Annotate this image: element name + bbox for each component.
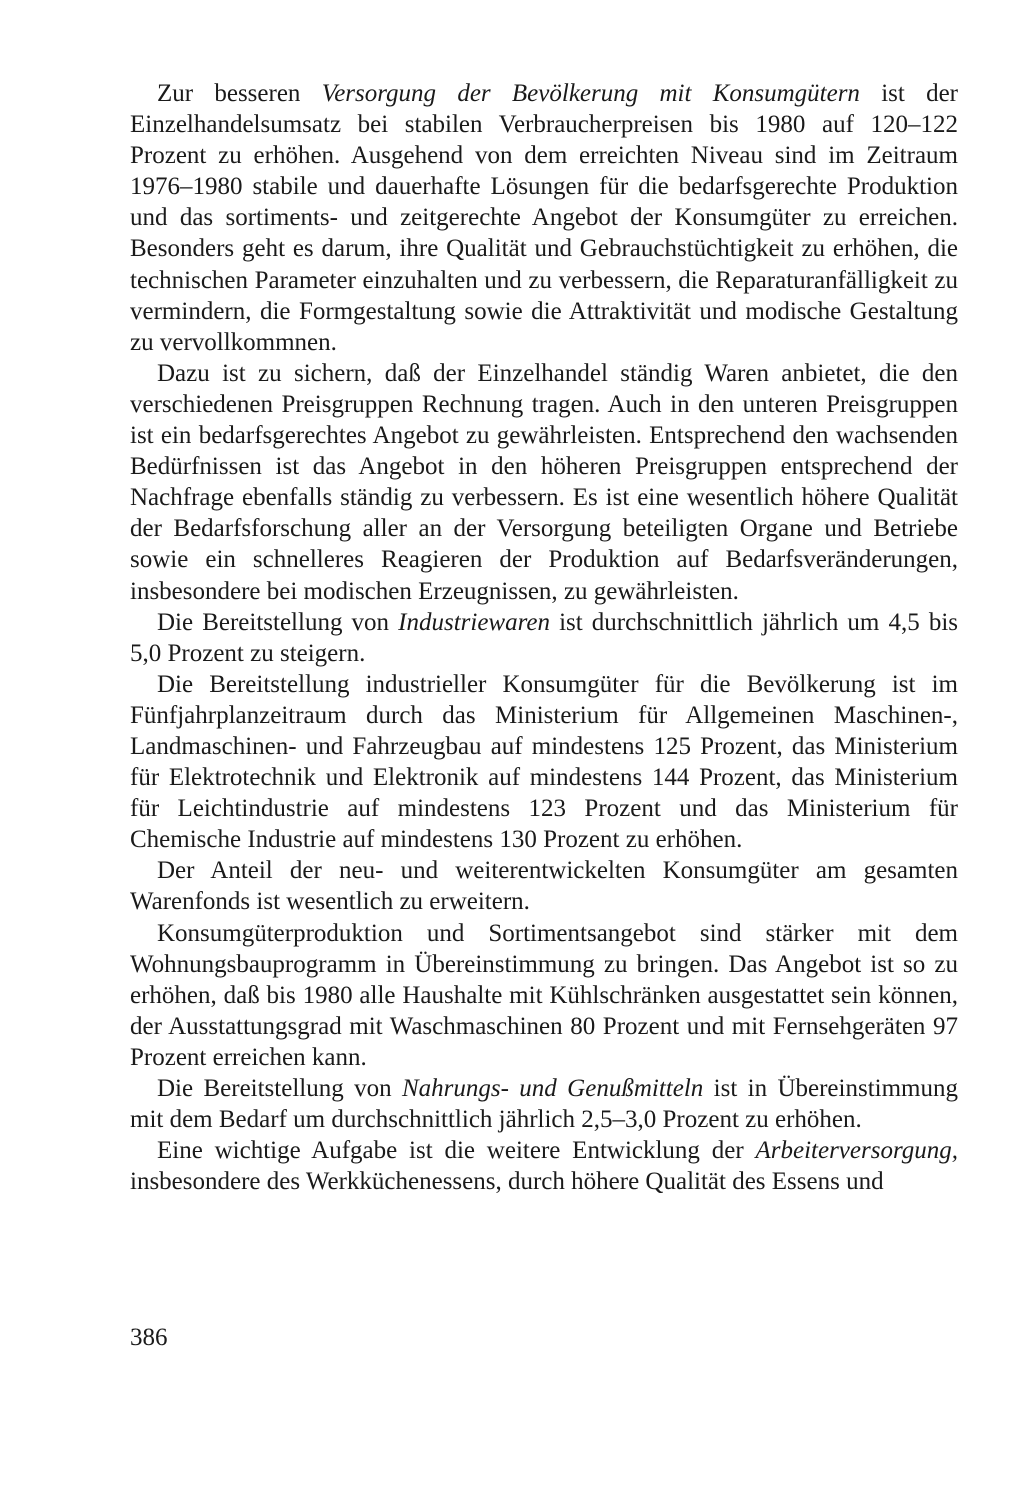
- text-run: Konsumgüterproduktion und Sortimentsangebot sind stärker mit dem Wohnungsbauprogramm in Übereinstimmung zu bringen. Das Angebot ist so zu erhöhen, daß bis 1980 alle Haushalte mit Kühlschränken ausgestattet sein können, der Ausstattungsgrad mit Waschmaschinen 80 Prozent und mit Fernsehgeräten 97 Prozent erreichen kann.: [130, 919, 958, 1071]
- paragraph-food-provision: [130, 1073, 958, 1135]
- emphasized-text: Versorgung der Bevölkerung mit Konsumgütern: [321, 80, 860, 107]
- text-run: Dazu ist zu sichern, daß der Einzelhandel ständig Waren anbietet, die den verschiedenen Preisgruppen Rechnung tragen. Auch in den unteren Preisgruppen ist ein bedarfsgerechtes Angebot zu gewährleisten. Entsprechend den wachsenden Bedürfnissen ist das Angebot in den höheren Preisgruppen entsprechend der Nachfrage ebenfalls ständig zu verbessern. Es ist eine wesentlich höhere Qualität der Bedarfsforschung aller an der Versorgung beteiligten Organe und Betriebe sowie ein schnelleres Reagieren der Produktion auf Bedarfsveränderungen, insbesondere bei modischen Erzeugnissen, zu gewährleisten.: [130, 359, 958, 605]
- text-run: Zur besseren: [157, 80, 322, 107]
- text-run: Die Bereitstellung von: [157, 1075, 402, 1102]
- text-run: ist durchschnittlich jährlich um 4,5 bis 5,0 Prozent zu steigern.: [130, 608, 958, 667]
- text-run: Eine wichtige Aufgabe ist die weitere Entwicklung der: [157, 1137, 756, 1165]
- text-run: ist in Übereinstimmung mit dem Bedarf um durchschnittlich jährlich 2,5–3,0 Prozent zu erhöhen.: [130, 1075, 958, 1134]
- emphasized-text: Arbeiterversorgung,: [755, 1137, 958, 1165]
- document-body: [130, 78, 958, 1197]
- paragraph-ministries: [130, 669, 958, 856]
- text-run: Die Bereitstellung von: [157, 608, 399, 636]
- paragraph-new-consumer-goods: [130, 855, 958, 917]
- emphasized-text: Industriewaren: [398, 608, 550, 636]
- paragraph-worker-supply: [130, 1135, 958, 1197]
- paragraph-retail-price-groups: [130, 358, 958, 607]
- paragraph-industrial-goods: [130, 607, 958, 669]
- page-number: 386: [130, 1324, 168, 1351]
- text-run: insbesondere des Werkküchenessens, durch höhere Qualität des Essens und: [130, 1168, 884, 1196]
- paragraph-consumer-goods-supply: [130, 78, 958, 358]
- text-run: Die Bereitstellung industrieller Konsumgüter für die Bevölkerung ist im Fünfjahrplanzeitraum durch das Ministerium für Allgemeinen Maschinen-, Landmaschinen- und Fahrzeugbau auf mindestens 125 Prozent, das Ministerium für Elektrotechnik und Elektronik auf mindestens 144 Prozent, das Ministerium für Leichtindustrie auf mindestens 123 Prozent und das Ministerium für Chemische Industrie auf mindestens 130 Prozent zu erhöhen.: [130, 670, 958, 854]
- text-run: Der Anteil der neu- und weiterentwickelten Konsumgüter am gesamten Warenfonds ist wesentlich zu erweitern.: [130, 857, 958, 916]
- emphasized-text: Nahrungs- und Genußmitteln: [401, 1075, 704, 1102]
- paragraph-housing-program: [130, 918, 958, 1073]
- text-run: ist der Einzelhandelsumsatz bei stabilen Verbraucherpreisen bis 1980 auf 120–122 Prozent zu erhöhen. Ausgehend von dem erreichten Niveau sind im Zeitraum 1976–1980 stabile und dauerhafte Lösungen für die bedarfsgerechte Produktion und das sortiments- und zeitgerechte Angebot der Konsumgüter zu erreichen. Besonders geht es darum, ihre Qualität und Gebrauchstüchtigkeit zu erhöhen, die technischen Parameter einzuhalten und zu verbessern, die Reparaturanfälligkeit zu vermindern, die Formgestaltung sowie die Attraktivität und modische Gestaltung zu vervollkommnen.: [130, 80, 959, 356]
